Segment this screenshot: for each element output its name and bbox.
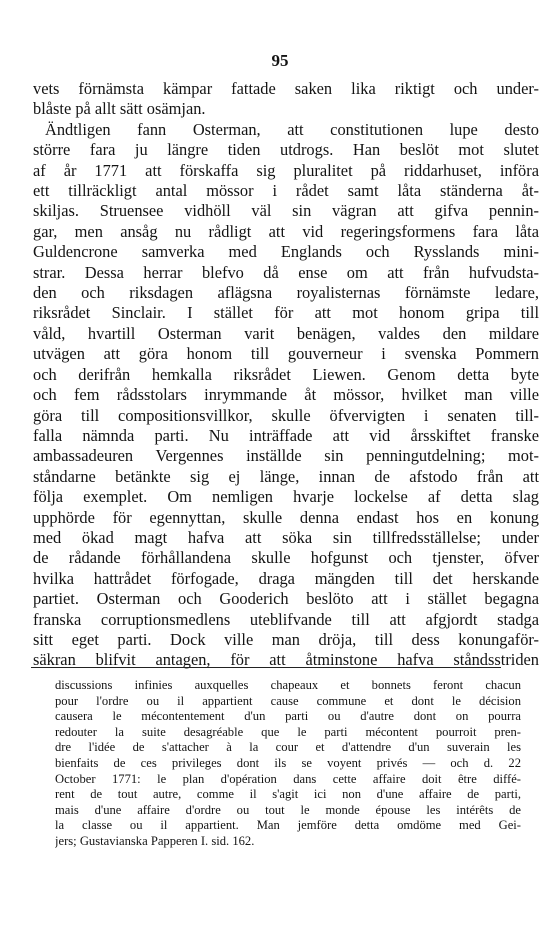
- text-line: sitt eget parti. Dock ville man dröja, till dess konungaför-: [33, 629, 539, 649]
- page-number: 95: [271, 51, 289, 70]
- text-line: falla nämnda parti. Nu inträffade att vid årsskiftet franske: [33, 425, 539, 445]
- text-line: strar. Dessa herrar blefvo då ense om att från hufvudsta-: [33, 262, 539, 282]
- text-line: den och riksdagen aflägsna royalisternas förnämste ledare,: [33, 283, 539, 303]
- footnote-line: causera le mécontentement d'un parti ou d'autre dont on pourra: [55, 709, 521, 724]
- text-line: skiljas. Struensee vidhöll väl sin vägran att gifva pennin-: [33, 201, 539, 221]
- footnote-line: bienfaits de ces privileges dont ils se voyent privés — och d. 22: [55, 755, 521, 770]
- text-line: ett tillräckligt antal mössor i rådet samt låta ständerna åt-: [33, 181, 539, 201]
- text-line: Ändtligen fann Osterman, att constitutionen lupe desto: [45, 119, 539, 139]
- text-line: Guldencrone samverka med Englands och Rysslands mini-: [33, 242, 539, 262]
- text-line: blåste på allt sätt osämjan.: [33, 99, 206, 119]
- footnote-line: redouter la suite desagréable que le parti mécontent pourroit pren-: [55, 724, 521, 739]
- text-line: göra till compositionsvillkor, skulle öfvervigten i senaten till-: [33, 405, 539, 425]
- footnote-line: pour l'ordre ou il appartient cause commune et dont le décision: [55, 693, 521, 708]
- text-line: utvägen att göra honom till gouverneur i svenska Pommern: [33, 344, 539, 364]
- text-line: och derifrån hemkalla riksrådet Liewen. Genom detta byte: [33, 364, 539, 384]
- text-line: upphörde för egennyttan, skulle denna endast hos en konung: [33, 507, 539, 527]
- footnote: [55, 678, 521, 850]
- text-line: gar, men ansåg nu rådligt att vid regeringsformens fara låta: [33, 221, 539, 241]
- footnote-line: rent de tout autre, comme il s'agit ici non d'une affaire de parti,: [55, 787, 521, 802]
- text-line: hvilka hattrådet förfogade, draga mängden till det herskande: [33, 568, 539, 588]
- footnote-line: jers; Gustavianska Papperen I. sid. 162.: [55, 833, 255, 848]
- footnote-line: la classe ou il appartient. Man jemföre detta omdöme med Gei-: [55, 818, 521, 833]
- text-line: af år 1771 att förskaffa sig pluralitet på riddarhuset, införa: [33, 160, 539, 180]
- footnote-divider: [31, 667, 501, 668]
- text-line: ambassadeuren Vergennes inställde sin penningutdelning; mot-: [33, 446, 539, 466]
- footnote-line: discussions infinies auxquelles chapeaux et bonnets feront chacun: [55, 678, 521, 692]
- text-line: partiet. Osterman och Gooderich beslöto att i stället begagna: [33, 589, 539, 609]
- text-line: säkran blifvit antagen, för att åtminstone hafva ståndsstriden: [33, 650, 539, 670]
- footnote-line: mais d'une affaire d'ordre ou tout le monde épouse les intérêts de: [55, 802, 521, 817]
- text-line: de rådande förhållandena skulle hofgunst och tjenster, öfver: [33, 548, 539, 568]
- text-line: riksrådet Sinclair. I stället för att mot honom gripa till: [33, 303, 539, 323]
- text-line: våld, hvartill Osterman varit benägen, valdes den mildare: [33, 323, 539, 343]
- text-line: och fem rådsstolars inrymmande åt mössor, hvilket man ville: [33, 385, 539, 405]
- text-line: franska corruptionsmedlens uteblifvande till att afgjordt stadga: [33, 609, 539, 629]
- footnote-line: October 1771: le plan d'opération dans cette affaire doit être diffé-: [55, 771, 521, 786]
- text-line: följa exemplet. Om nemligen hvarje lockelse af detta slag: [33, 487, 539, 507]
- text-line: med ökad magt hafva att söka sin tillfredsställelse; under: [33, 527, 539, 547]
- text-line: vets förnämsta kämpar fattade saken lika riktigt och under-: [33, 79, 539, 98]
- body-text: [33, 79, 539, 671]
- text-line: ståndarne betänkte sig ej länge, innan de afstodo från att: [33, 466, 539, 486]
- text-line: större fara ju längre tiden utdrogs. Han beslöt mot slutet: [33, 140, 539, 160]
- footnote-line: dre l'idée de s'attacher à la cour et d'attendre d'un suverain les: [55, 740, 521, 755]
